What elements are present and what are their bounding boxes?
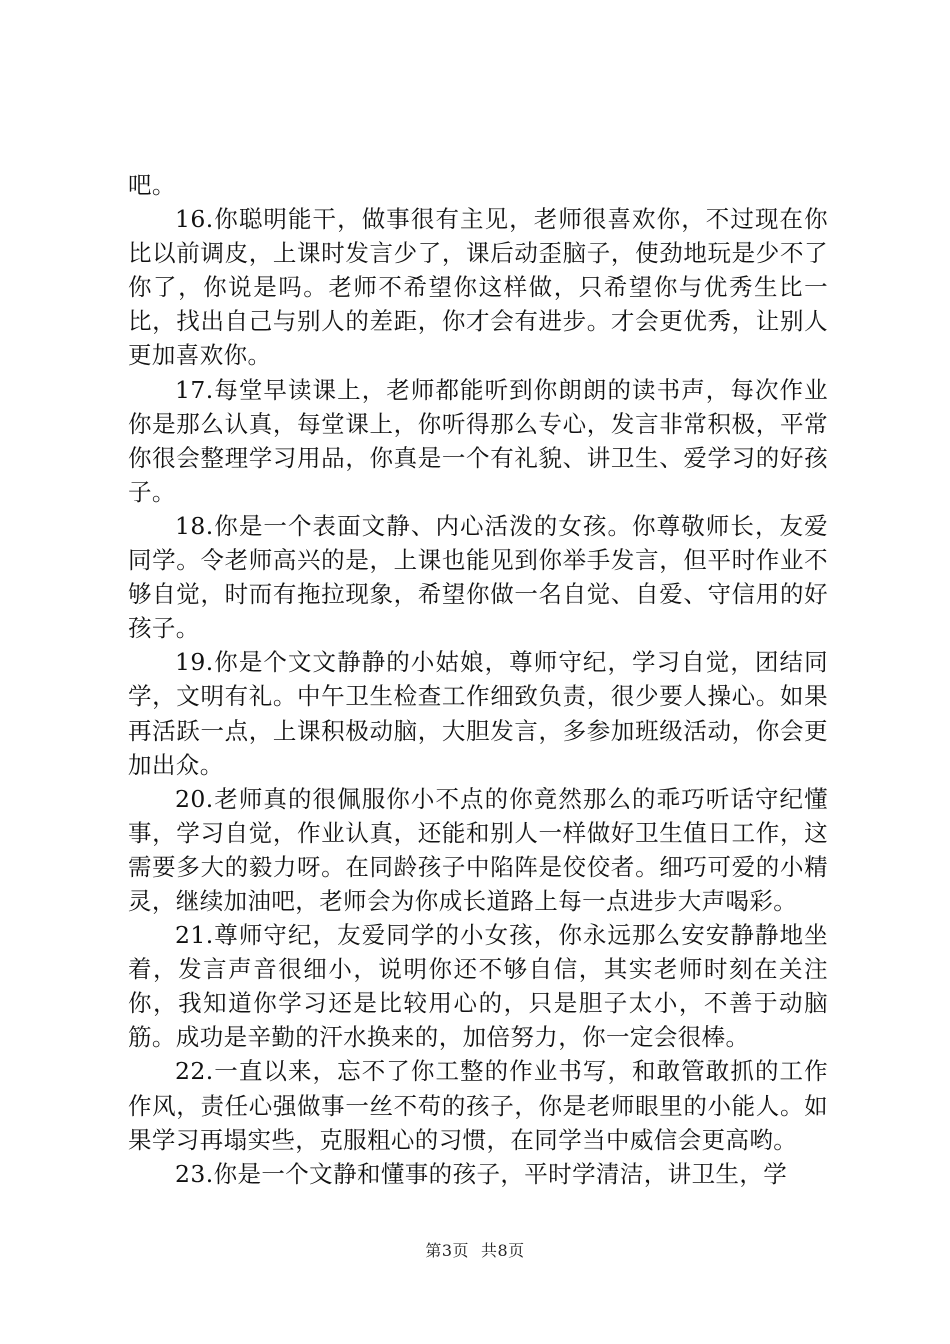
document-body	[128, 168, 828, 1191]
paragraph-16: 16.你聪明能干，做事很有主见，老师很喜欢你，不过现在你比以前调皮，上课时发言少了，课后动歪脑子，使劲地玩是少不了你了，你说是吗。老师不希望你这样做，只希望你与优秀生比一比，找出自己与别人的差距，你才会有进步。才会更优秀，让别人更加喜欢你。	[128, 205, 828, 370]
paragraph-22: 22.一直以来，忘不了你工整的作业书写，和敢管敢抓的工作作风，责任心强做事一丝不苟的孩子，你是老师眼里的小能人。如果学习再塌实些，克服粗心的习惯，在同学当中威信会更高哟。	[128, 1057, 828, 1154]
paragraph-19: 19.你是个文文静静的小姑娘，尊师守纪，学习自觉，团结同学，文明有礼。中午卫生检查工作细致负责，很少要人操心。如果再活跃一点，上课积极动脑，大胆发言，多参加班级活动，你会更加出众。	[128, 648, 828, 779]
paragraph-18: 18.你是一个表面文静、内心活泼的女孩。你尊敬师长，友爱同学。令老师高兴的是，上课也能见到你举手发言，但平时作业不够自觉，时而有拖拉现象，希望你做一名自觉、自爱、守信用的好孩子。	[128, 511, 828, 643]
paragraph-21: 21.尊师守纪，友爱同学的小女孩，你永远那么安安静静地坐着，发言声音很细小，说明你还不够自信，其实老师时刻在关注你，我知道你学习还是比较用心的，只是胆子太小，不善于动脑筋。成功是辛勤的汗水换来的，加倍努力，你一定会很棒。	[128, 921, 828, 1052]
paragraph-17: 17.每堂早读课上，老师都能听到你朗朗的读书声，每次作业你是那么认真，每堂课上，你听得那么专心，发言非常积极，平常你很会整理学习用品，你真是一个有礼貌、讲卫生、爱学习的好孩子。	[128, 375, 828, 506]
paragraph-continuation: 吧。	[128, 171, 176, 199]
page-footer	[0, 1238, 950, 1261]
page-number: 第3页	[425, 1241, 469, 1260]
paragraph-20: 20.老师真的很佩服你小不点的你竟然那么的乖巧听话守纪懂事，学习自觉，作业认真，还能和别人一样做好卫生值日工作，这需要多大的毅力呀。在同龄孩子中陷阵是佼佼者。细巧可爱的小精灵，继续加油吧，老师会为你成长道路上每一点进步大声喝彩。	[128, 784, 828, 915]
paragraph-23: 23.你是一个文静和懂事的孩子，平时学清洁，讲卫生，学	[175, 1159, 788, 1188]
page-total: 共8页	[481, 1241, 525, 1260]
